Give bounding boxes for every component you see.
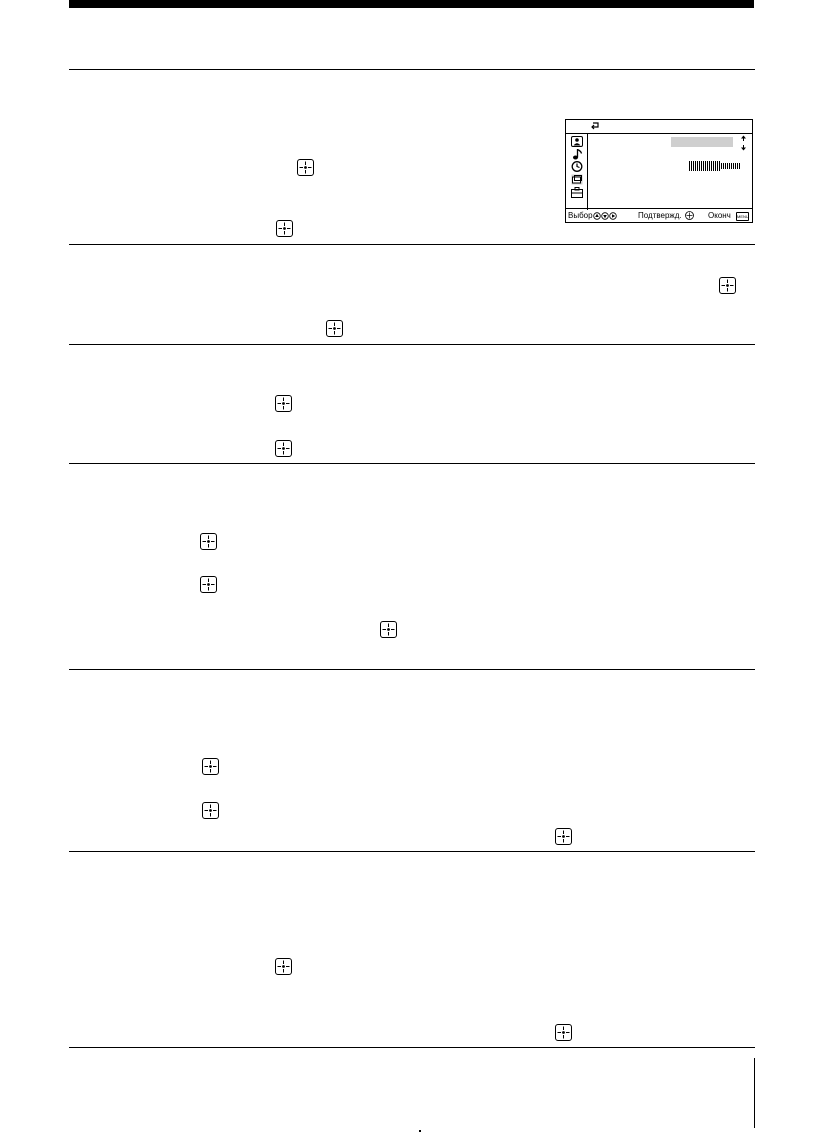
section-divider	[69, 344, 755, 345]
level-meter-tick	[703, 161, 704, 171]
sound-icon	[571, 149, 583, 160]
section-divider	[69, 244, 755, 245]
section-divider	[69, 463, 755, 464]
osd-help-bar	[566, 208, 752, 222]
osd-selected-item	[671, 137, 733, 147]
exit-label: Оконч	[708, 211, 731, 220]
osd-title-bar	[566, 120, 752, 134]
level-meter-tick	[713, 161, 714, 171]
joystick-ok-icon	[202, 802, 219, 819]
level-meter-tick	[701, 161, 702, 171]
section-divider	[69, 1047, 755, 1048]
joystick-ok-icon	[719, 277, 736, 294]
page-mark	[419, 1130, 421, 1132]
level-meter-tick	[689, 161, 690, 171]
level-meter-tick	[737, 163, 738, 169]
timer-icon	[571, 161, 583, 172]
joystick-ok-icon	[555, 828, 572, 845]
section-divider	[69, 851, 755, 852]
level-meter-tick	[715, 161, 716, 171]
level-meter-tick	[739, 163, 740, 169]
joystick-ok-icon	[275, 440, 292, 457]
level-meter-tick	[697, 161, 698, 171]
level-meter	[689, 161, 741, 171]
select-label: Выбор	[568, 211, 593, 220]
level-meter-tick	[707, 161, 708, 171]
level-meter-tick	[719, 161, 720, 171]
setup-icon	[571, 187, 583, 198]
level-meter-tick	[705, 161, 706, 171]
joystick-ok-icon	[276, 220, 293, 237]
osd-menu-sidebar	[566, 133, 588, 210]
up-down-arrow-icon	[740, 135, 747, 151]
level-meter-tick	[709, 161, 710, 171]
level-meter-tick	[711, 161, 712, 171]
level-meter-tick	[725, 163, 726, 169]
header-bar	[69, 0, 754, 8]
joystick-ok-icon	[555, 1024, 572, 1041]
preset-icon	[571, 174, 583, 185]
confirm-joystick-icon	[685, 211, 694, 220]
joystick-ok-icon	[200, 576, 217, 593]
joystick-ok-icon	[297, 159, 314, 176]
level-meter-tick	[731, 163, 732, 169]
confirm-label: Подтвержд.	[638, 211, 682, 220]
joystick-ok-icon	[202, 758, 219, 775]
level-meter-tick	[729, 163, 730, 169]
level-meter-tick	[691, 161, 692, 171]
picture-icon	[571, 136, 583, 147]
section-divider	[69, 69, 755, 70]
level-meter-tick	[693, 161, 694, 171]
level-meter-tick	[723, 163, 724, 169]
level-meter-tick	[735, 163, 736, 169]
level-meter-tick	[717, 161, 718, 171]
level-meter-tick	[721, 163, 722, 169]
menu-key-icon: MENU	[737, 214, 749, 219]
select-arrows-icon	[593, 212, 617, 220]
level-meter-tick	[727, 163, 728, 169]
level-meter-tick	[695, 161, 696, 171]
joystick-ok-icon	[275, 958, 292, 975]
joystick-ok-icon	[275, 395, 292, 412]
page-edge-rule	[754, 1058, 755, 1128]
level-meter-tick	[733, 163, 734, 169]
joystick-ok-icon	[380, 621, 397, 638]
joystick-ok-icon	[326, 320, 343, 337]
joystick-ok-icon	[200, 533, 217, 550]
osd-menu-screen	[565, 119, 753, 223]
section-divider	[69, 669, 755, 670]
level-meter-tick	[699, 161, 700, 171]
return-icon	[590, 121, 600, 131]
